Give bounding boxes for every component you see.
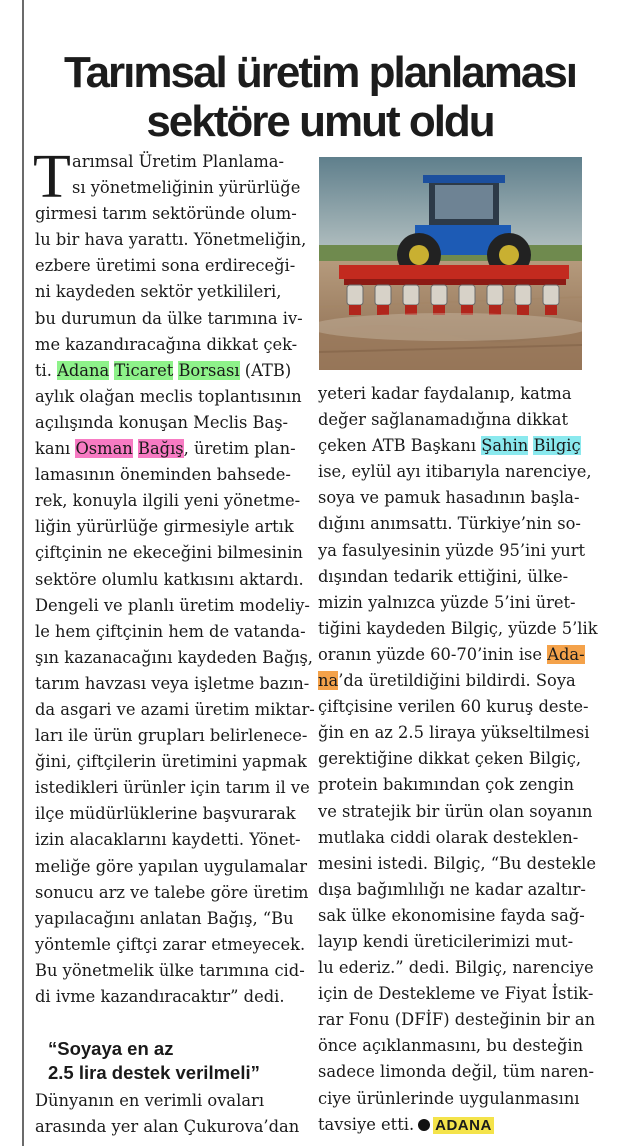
tractor-photo — [319, 157, 582, 370]
text-line: bu durumun da ülke tarımına iv- — [35, 308, 303, 328]
column-divider-line — [22, 0, 24, 1146]
text-line: çiftçinin ne ekeceğini bilmesinin — [35, 543, 303, 563]
text-line: me kazandıracağına dikkat çek- — [35, 334, 298, 354]
highlight-na: na — [318, 671, 339, 691]
text-line: için de Destekleme ve Fiyat İstik- — [318, 984, 594, 1004]
highlight-adana: Adana — [57, 360, 110, 380]
text-line: yeteri kadar faydalanıp, katma — [318, 384, 572, 403]
text-line: rar Fonu (DFİF) desteğinin bir an — [318, 1010, 596, 1030]
subheading-line-1: “Soyaya en az — [48, 1038, 174, 1059]
body-column-1-continued — [35, 1088, 300, 1140]
text-line: önce açıklanmasını, bu desteğin — [318, 1036, 584, 1056]
headline-line-2: sektöre umut oldu — [146, 97, 494, 146]
highlight-osman: Osman — [75, 439, 133, 459]
text-line: ise, eylül ayı itibarıyla narenciye, — [318, 462, 592, 482]
text-line: ya fasulyesinin yüzde 95’ini yurt — [318, 540, 586, 560]
body-column-1 — [33, 143, 315, 1010]
text-line: oranın yüzde 60-70’inin ise Ada- — [318, 644, 585, 664]
signature-adana: ADANA — [435, 1116, 492, 1134]
text-line: çeken ATB Başkanı Şahin Bilgiç — [318, 436, 581, 456]
body-column-2 — [318, 381, 598, 1138]
text-line: girmesi tarım sektöründe olum- — [35, 204, 297, 224]
text-line: mutlaka ciddi olarak desteklen- — [318, 827, 579, 847]
drop-cap: T — [33, 143, 71, 211]
text-line: sak ülke ekonomisine fayda sağ- — [318, 905, 585, 925]
text-line: sadece limonda değil, tüm naren- — [318, 1062, 594, 1082]
text-line: kanı Osman Bağış, üretim plan- — [35, 439, 296, 459]
highlight-ada: Ada- — [547, 644, 585, 664]
text-line: dışından tedarik ettiğini, ülke- — [318, 566, 569, 586]
text-line: ğin en az 2.5 liraya yükseltilmesi — [318, 723, 590, 743]
text-line: ğini, çiftçilerin üretimini yapmak — [35, 752, 307, 772]
text-line: arasında yer alan Çukurova’dan — [35, 1117, 300, 1137]
text-line: sektöre olumlu katkısını aktardı. — [35, 569, 304, 589]
text-line: yöntemle çiftçi zarar etmeyecek. — [35, 934, 306, 954]
text-line: rek, konuyla ilgili yeni yönetme- — [35, 491, 301, 511]
text-line: dığını anımsattı. Türkiye’nin so- — [318, 514, 581, 534]
text-line: soya ve pamuk hasadının başla- — [318, 488, 580, 508]
highlight-bagis: Bağış — [137, 439, 184, 459]
text-line: açılışında konuşan Meclis Baş- — [35, 412, 289, 432]
text-line: değer sağlanamadığına dikkat — [318, 410, 569, 430]
text-line: Dengeli ve planlı üretim modeliy- — [35, 595, 310, 615]
text-line: di ivme kazandıracaktır” dedi. — [35, 987, 285, 1006]
text-line: le hem çiftçinin hem de vatanda- — [35, 621, 306, 641]
headline — [20, 48, 620, 146]
text-line: şın kazanacağını kaydeden Bağış, — [35, 647, 313, 667]
text-line: arımsal Üretim Planlama- — [72, 152, 284, 171]
text-line: mizin yalnızca yüzde 5’ini üret- — [318, 592, 576, 612]
text-line: lamasının öneminden bahsede- — [35, 465, 291, 485]
text-line: yapılacağını anlatan Bağış, “Bu — [35, 908, 294, 928]
highlight-bilgic: Bilgiç — [533, 436, 581, 456]
text-line: ti. Adana Ticaret Borsası (ATB) — [35, 360, 292, 380]
bullet-dot-icon — [418, 1119, 430, 1131]
text-line: tiğini kaydeden Bilgiç, yüzde 5’lik — [318, 618, 598, 638]
text-line: dışa bağımlılığı ne kadar azaltır- — [318, 879, 586, 899]
text-line: ve stratejik bir ürün olan soyanın — [318, 801, 593, 821]
headline-line-1: Tarımsal üretim planlaması — [63, 48, 577, 97]
tractor-photo-image — [319, 157, 582, 370]
text-line: ni kaydeden sektör yetkilileri, — [35, 282, 282, 302]
text-line: sı yönetmeliğinin yürürlüğe — [72, 178, 301, 198]
text-line: istedikleri ürünler için tarım il ve — [35, 778, 310, 798]
text-line: Dünyanın en verimli ovaları — [35, 1091, 265, 1110]
text-line: izin alacaklarını kaydetti. Yönet- — [35, 830, 301, 850]
text-line: tarım havzası veya işletme bazın- — [35, 673, 310, 693]
text-line: ezbere üretimi sona erdireceği- — [35, 256, 296, 276]
text-line: ları ile ürün grupları belirlenece- — [35, 726, 308, 746]
text-line: lu ederiz.” dedi. Bilgiç, narenciye — [318, 958, 594, 978]
text-line: lu bir hava yarattı. Yönetmeliğin, — [35, 230, 307, 250]
text-line: aylık olağan meclis toplantısının — [35, 386, 302, 406]
text-line: sonucu arz ve talebe göre üretim — [35, 882, 309, 902]
text-line: protein bakımından çok zengin — [318, 775, 574, 795]
highlight-borsasi: Borsası — [178, 360, 240, 380]
highlight-sahin: Şahin — [481, 436, 529, 456]
subheading — [48, 1037, 298, 1085]
text-line: liğin yürürlüğe girmesiyle artık — [35, 517, 294, 537]
text-line: layıp kendi üreticilerimizi mut- — [318, 931, 574, 951]
text-line: meliğe göre yapılan uygulamalar — [35, 856, 307, 876]
text-line: tavsiye etti. ADANA — [318, 1114, 492, 1134]
highlight-ticaret: Ticaret — [114, 360, 174, 380]
text-line: çiftçisine verilen 60 kuruş deste- — [318, 697, 589, 717]
text-line: Bu yönetmelik ülke tarımına cid- — [35, 960, 305, 980]
text-line: ilçe müdürlüklerine başvurarak — [35, 804, 296, 824]
text-line: gerektiğine dikkat çeken Bilgiç, — [318, 749, 582, 769]
text-line: ciye ürünlerinde uygulanmasını — [318, 1088, 580, 1108]
text-line: mesini istedi. Bilgiç, “Bu destekle — [318, 853, 596, 873]
text-line: na’da üretildiğini bildirdi. Soya — [318, 671, 576, 691]
text-line: da asgari ve azami üretim miktar- — [35, 699, 315, 719]
subheading-line-2: 2.5 lira destek verilmeli” — [48, 1062, 260, 1083]
